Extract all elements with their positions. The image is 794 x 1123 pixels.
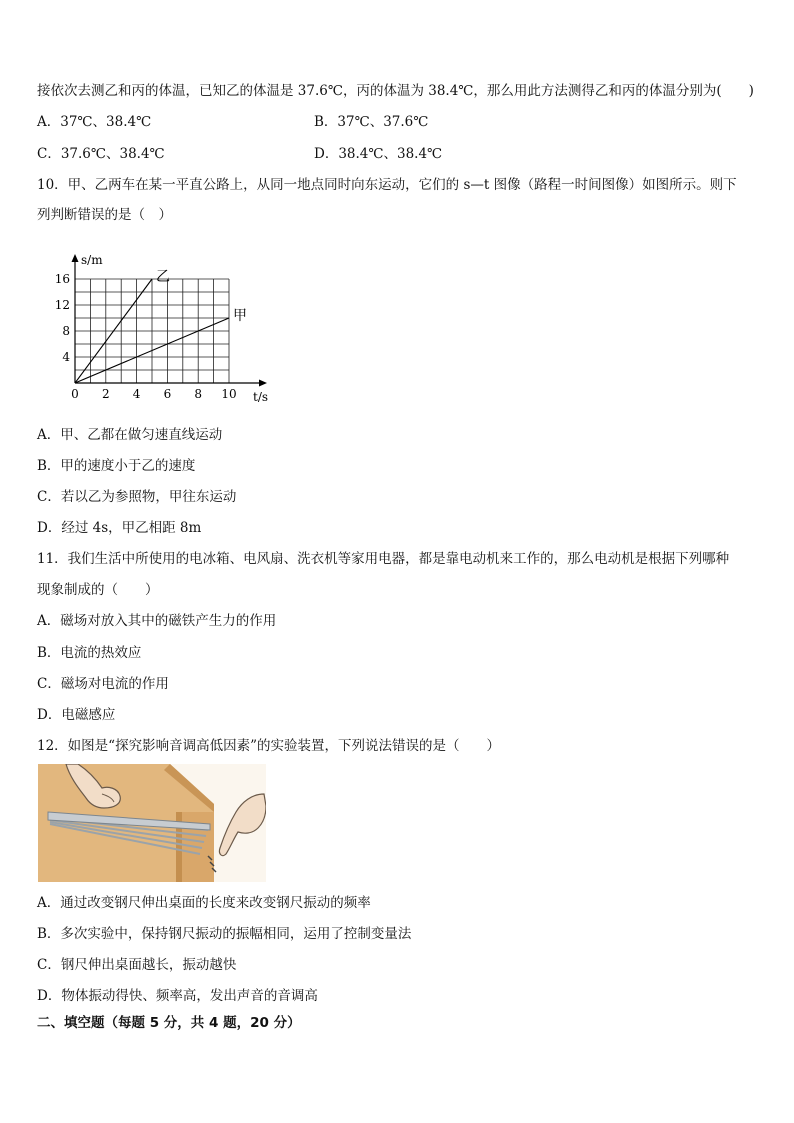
- q9-option-a: A．37℃、38.4℃: [37, 114, 152, 130]
- q11-option-a: A．磁场对放入其中的磁铁产生力的作用: [37, 613, 277, 629]
- q12-stem: 12．如图是“探究影响音调高低因素”的实验装置，下列说法错误的是（ ）: [37, 738, 500, 754]
- x-tick-label: 6: [163, 387, 172, 401]
- q9-option-c: C．37.6℃、38.4℃: [37, 146, 165, 162]
- y-axis-arrow: [72, 254, 79, 262]
- q12-option-d: D．物体振动得快、频率高，发出声音的音调高: [37, 988, 318, 1004]
- graph-grid: [75, 279, 229, 383]
- series-label: 乙: [156, 269, 170, 285]
- q10-stem-line2: 列判断错误的是（ ）: [37, 207, 172, 223]
- q9-stem: 接依次去测乙和丙的体温，已知乙的体温是 37.6℃，丙的体温为 38.4℃，那么用此方法测得乙和丙的体温分别为( ): [37, 83, 754, 99]
- q12-option-b: B．多次实验中，保持钢尺振动的振幅相同，运用了控制变量法: [37, 926, 412, 942]
- section-2-heading: 二、填空题（每题 5 分，共 4 题，20 分）: [37, 1015, 301, 1031]
- x-tick-label: 4: [132, 387, 141, 401]
- q10-option-a: A．甲、乙都在做匀速直线运动: [37, 427, 223, 443]
- x-tick-label: 0: [71, 387, 79, 401]
- x-axis-label: t/s: [253, 390, 269, 404]
- q11-stem-line1: 11．我们生活中所使用的电冰箱、电风扇、洗衣机等家用电器，都是靠电动机来工作的，那么电动机是根据下列哪种: [37, 551, 730, 567]
- y-tick-label: 8: [62, 324, 70, 338]
- x-tick-label: 10: [221, 387, 237, 401]
- q12-option-a: A．通过改变钢尺伸出桌面的长度来改变钢尺振动的频率: [37, 895, 371, 911]
- q10-option-d: D．经过 4s，甲乙相距 8m: [37, 520, 202, 536]
- y-tick-label: 16: [54, 272, 70, 286]
- q11-stem-line2: 现象制成的（ ）: [37, 582, 159, 598]
- y-axis-label: s/m: [81, 253, 103, 267]
- ruler-experiment-illustration: [38, 764, 266, 882]
- graph-series: [75, 269, 247, 383]
- q10-option-c: C．若以乙为参照物，甲往东运动: [37, 489, 237, 505]
- series-label: 甲: [233, 308, 247, 324]
- q12-option-c: C．钢尺伸出桌面越长，振动越快: [37, 957, 237, 973]
- q9-option-d: D．38.4℃、38.4℃: [314, 146, 443, 162]
- q11-option-c: C．磁场对电流的作用: [37, 676, 169, 692]
- x-tick-label: 8: [194, 387, 203, 401]
- q9-option-b: B．37℃、37.6℃: [314, 114, 429, 130]
- graph-ticks: [55, 272, 237, 401]
- x-axis-arrow: [259, 380, 267, 387]
- y-tick-label: 4: [62, 350, 70, 364]
- q10-option-b: B．甲的速度小于乙的速度: [37, 458, 196, 474]
- q10-stem-line1: 10．甲、乙两车在某一平直公路上，从同一地点同时向东运动，它们的 s—t 图像（路程一时间图像）如图所示。则下: [37, 177, 737, 193]
- y-tick-label: 12: [54, 298, 70, 312]
- q11-option-b: B．电流的热效应: [37, 645, 142, 661]
- st-graph: [48, 252, 278, 408]
- x-tick-label: 2: [101, 387, 110, 401]
- q11-option-d: D．电磁感应: [37, 707, 116, 723]
